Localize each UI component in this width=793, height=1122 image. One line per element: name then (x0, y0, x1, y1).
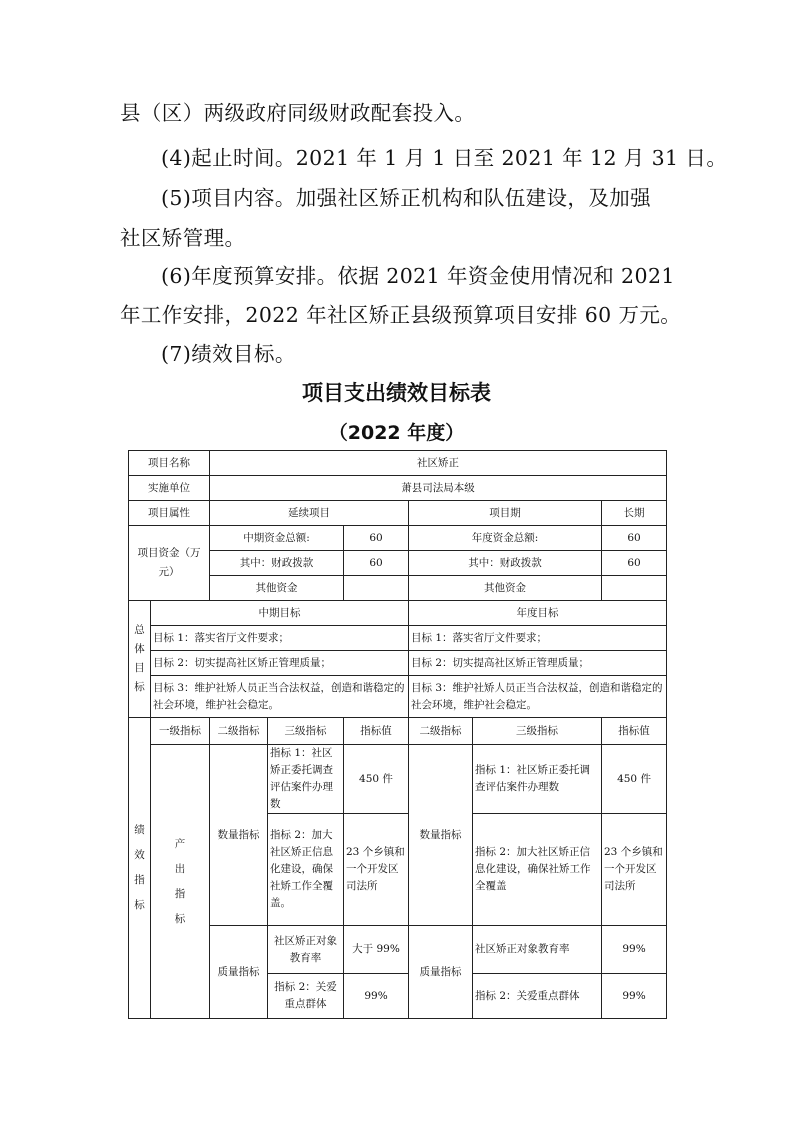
annual-total-label: 年度资金总额: (409, 526, 602, 551)
q2-mid-text: 指标 2：加大社区矫正信息化建设，确保社矫工作全覆盖。 (268, 814, 344, 926)
q1-mid-text: 指标 1：社区矫正委托调查评估案件办理数 (268, 745, 344, 814)
unit-value: 萧县司法局本级 (210, 476, 667, 501)
ql2-mid-value: 99% (344, 974, 409, 1019)
goal-1-annual: 目标 1：落实省厅文件要求； (409, 626, 667, 651)
q2-annual-text: 指标 2：加大社区矫正信息化建设，确保社矫工作全覆盖 (473, 814, 602, 926)
ql1-annual-value: 99% (602, 926, 667, 974)
q2-mid-value: 23 个乡镇和一个开发区司法所 (344, 814, 409, 926)
annual-total-value: 60 (602, 526, 667, 551)
mid-other-value (344, 576, 409, 601)
table-row (129, 926, 667, 974)
table-row (129, 626, 667, 651)
header-value-mid: 指标值 (344, 718, 409, 745)
ql2-mid-text: 指标 2：关爱重点群体 (268, 974, 344, 1019)
table-row (129, 476, 667, 501)
annual-goal-header: 年度目标 (409, 601, 667, 626)
table-row (129, 551, 667, 576)
table-row (129, 526, 667, 551)
funds-label (129, 526, 210, 601)
header-value-annual: 指标值 (602, 718, 667, 745)
mid-fiscal-label: 其中：财政拨款 (210, 551, 344, 576)
table-row (129, 601, 667, 626)
body-paragraph-5: (7)绩效目标。 (161, 342, 296, 366)
goal-3-mid: 目标 3：维护社矫人员正当合法权益，创造和谐稳定的社会环境，维护社会稳定。 (151, 676, 409, 718)
quantity-indicator-mid: 数量指标 (210, 745, 268, 926)
table-row (129, 651, 667, 676)
ql1-mid-value: 大于 99% (344, 926, 409, 974)
goal-2-annual: 目标 2：切实提高社区矫正管理质量； (409, 651, 667, 676)
header-level2-mid: 二级指标 (210, 718, 268, 745)
performance-target-table (128, 450, 667, 1019)
mid-other-label: 其他资金 (210, 576, 344, 601)
quantity-indicator-annual: 数量指标 (409, 745, 473, 926)
attr-label: 项目属性 (129, 501, 210, 526)
table-row (129, 718, 667, 745)
project-name-value: 社区矫正 (210, 451, 667, 476)
body-paragraph-4-line-1: (6)年度预算安排。依据 2021 年资金使用情况和 2021 (161, 264, 675, 288)
overall-goal-label-text: 总体目标 (134, 624, 145, 693)
goal-3-annual: 目标 3：维护社矫人员正当合法权益，创造和谐稳定的社会环境，维护社会稳定。 (409, 676, 667, 718)
body-paragraph-2: (4)起止时间。2021 年 1 月 1 日至 2021 年 12 月 31 日。 (161, 146, 728, 170)
attr-value: 延续项目 (210, 501, 409, 526)
header-level1: 一级指标 (151, 718, 210, 745)
body-paragraph-3-line-2: 社区矫管理。 (120, 226, 246, 250)
q1-mid-value: 450 件 (344, 745, 409, 814)
quality-indicator-mid: 质量指标 (210, 926, 268, 1019)
table-row (129, 676, 667, 718)
period-label: 项目期 (409, 501, 602, 526)
table-title: 项目支出绩效目标表 (302, 381, 491, 405)
header-level3-mid: 三级指标 (268, 718, 344, 745)
goal-1-mid: 目标 1：落实省厅文件要求； (151, 626, 409, 651)
body-paragraph-1: 县（区）两级政府同级财政配套投入。 (120, 101, 476, 125)
header-level2-annual: 二级指标 (409, 718, 473, 745)
perf-indicator-label (129, 718, 151, 1019)
table-subtitle: （2022 年度） (328, 422, 465, 444)
goal-2-mid: 目标 2：切实提高社区矫正管理质量； (151, 651, 409, 676)
ql1-annual-text: 社区矫正对象教育率 (473, 926, 602, 974)
unit-label: 实施单位 (129, 476, 210, 501)
q2-annual-value: 23 个乡镇和一个开发区司法所 (602, 814, 667, 926)
table-row (129, 576, 667, 601)
annual-other-label: 其他资金 (409, 576, 602, 601)
mid-fiscal-value: 60 (344, 551, 409, 576)
q1-annual-value: 450 件 (602, 745, 667, 814)
period-value: 长期 (602, 501, 667, 526)
header-level3-annual: 三级指标 (473, 718, 602, 745)
annual-fiscal-value: 60 (602, 551, 667, 576)
output-indicator-label (151, 745, 210, 1019)
ql1-mid-text: 社区矫正对象教育率 (268, 926, 344, 974)
perf-indicator-label-text: 绩效指标 (134, 824, 145, 911)
body-paragraph-3-line-1: (5)项目内容。加强社区矫正机构和队伍建设，及加强 (161, 186, 652, 210)
mid-goal-header: 中期目标 (151, 601, 409, 626)
output-indicator-label-text: 产出指标 (174, 837, 186, 925)
q1-annual-text: 指标 1：社区矫正委托调查评估案件办理数 (473, 745, 602, 814)
body-paragraph-4-line-2: 年工作安排，2022 年社区矫正县级预算项目安排 60 万元。 (120, 303, 682, 327)
quality-indicator-annual: 质量指标 (409, 926, 473, 1019)
funds-label-text: 项目资金（万元） (137, 547, 201, 578)
table-row (129, 451, 667, 476)
annual-other-value (602, 576, 667, 601)
overall-goal-label (129, 601, 151, 718)
ql2-annual-text: 指标 2：关爱重点群体 (473, 974, 602, 1019)
table-row (129, 745, 667, 814)
table-row (129, 501, 667, 526)
annual-fiscal-label: 其中：财政拨款 (409, 551, 602, 576)
ql2-annual-value: 99% (602, 974, 667, 1019)
mid-total-value: 60 (344, 526, 409, 551)
mid-total-label: 中期资金总额: (210, 526, 344, 551)
project-name-label: 项目名称 (129, 451, 210, 476)
